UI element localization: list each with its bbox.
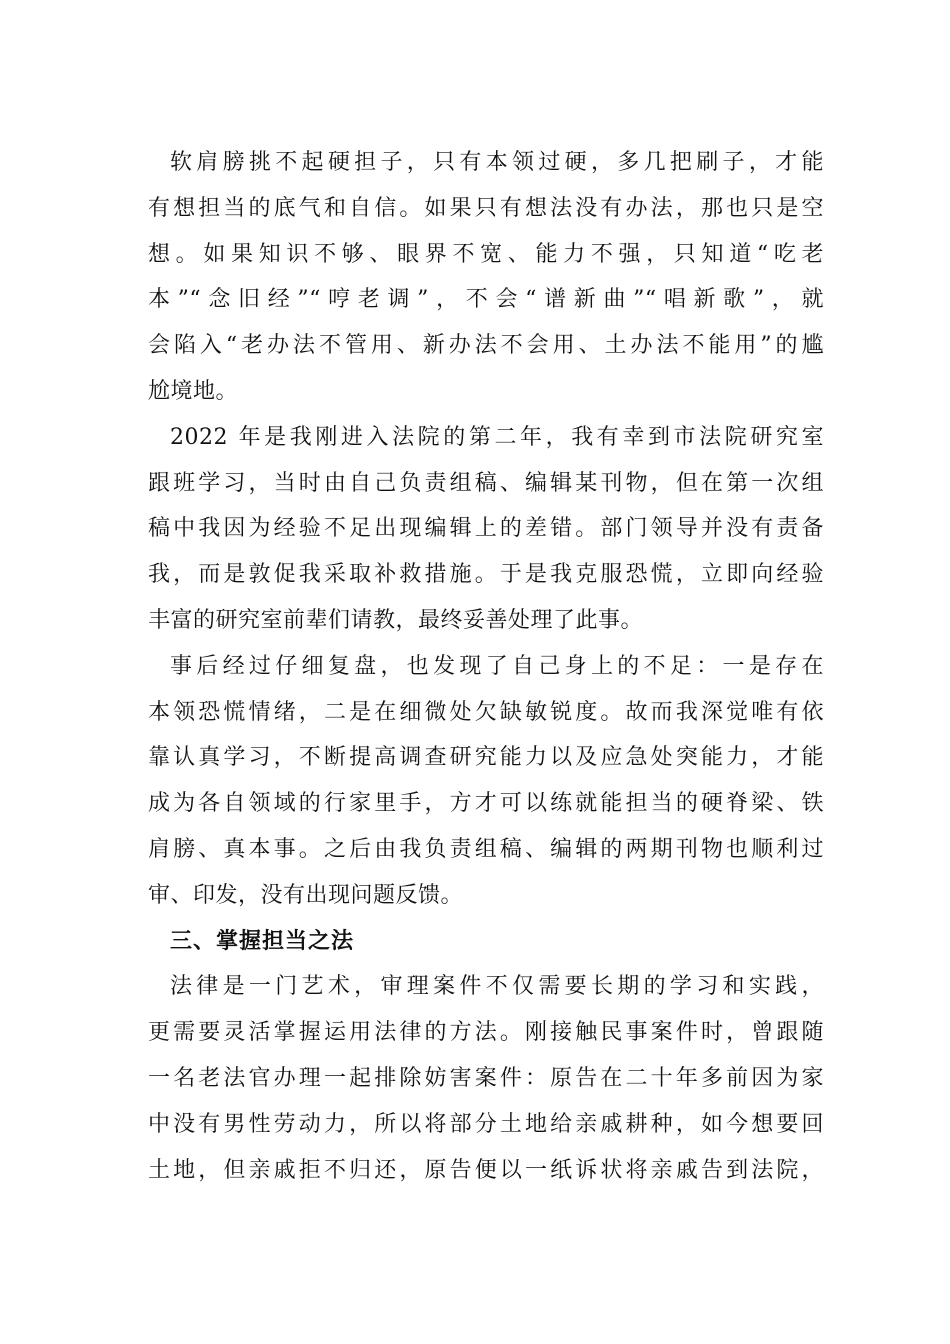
text-line: 会陷入“老办法不管用、新办法不会用、土办法不能用”的尴 [148,333,824,359]
text-line: 肩膀、真本事。之后由我负责组稿、编辑的两期刊物也顺利过 [148,836,824,862]
text-line: 我，而是敦促我采取补救措施。于是我克服恐慌，立即向经验 [148,562,824,588]
text-line: 软肩膀挑不起硬担子，只有本领过硬，多几把刷子，才能 [170,150,824,175]
text-line: 更需要灵活掌握运用法律的方法。刚接触民事案件时，曾跟随 [148,1020,824,1046]
text-line: 事后经过仔细复盘，也发现了自己身上的不足：一是存在 [170,653,824,679]
text-line: 一名老法官办理一起排除妨害案件：原告在二十年多前因为家 [148,1065,824,1091]
text-line: 靠认真学习，不断提高调查研究能力以及应急处突能力，才能 [148,745,824,771]
text-line: 土地，但亲戚拒不归还，原告便以一纸诉状将亲戚告到法院， [148,1157,824,1183]
paragraph-2 [148,415,824,644]
paragraph-4 [148,964,824,1193]
text-line: 尬境地。 [148,378,239,404]
text-line: 稿中我因为经验不足出现编辑上的差错。部门领导并没有责备 [148,516,824,542]
text-line: 成为各自领域的行家里手，方才可以练就能担当的硬脊梁、铁 [148,791,824,817]
text-line: 审、印发，没有出现问题反馈。 [148,882,464,908]
document-body [148,140,824,1193]
text-line: 2022 年是我刚进入法院的第二年，我有幸到市法院研究室 [170,424,824,450]
text-line: 本领恐慌情绪，二是在细微处欠缺敏锐度。故而我深觉唯有依 [148,699,824,725]
text-line: 跟班学习，当时由自己负责组稿、编辑某刊物，但在第一次组 [148,470,824,496]
paragraph-3 [148,644,824,919]
section-heading: 三、掌握担当之法 [170,928,355,954]
text-line: 有想担当的底气和自信。如果只有想法没有办法，那也只是空 [148,195,824,221]
text-line: 想。如果知识不够、眼界不宽、能力不强，只知道“吃老 [148,241,824,267]
text-line: 法律是一门艺术，审理案件不仅需要长期的学习和实践， [170,974,824,1000]
text-line: 本”“念旧经”“哼老调”，不会“谱新曲”“唱新歌”，就 [148,287,824,313]
text-line: 中没有男性劳动力，所以将部分土地给亲戚耕种，如今想要回 [148,1111,824,1137]
paragraph-1 [148,140,824,415]
text-line: 丰富的研究室前辈们请教，最终妥善处理了此事。 [148,607,644,633]
